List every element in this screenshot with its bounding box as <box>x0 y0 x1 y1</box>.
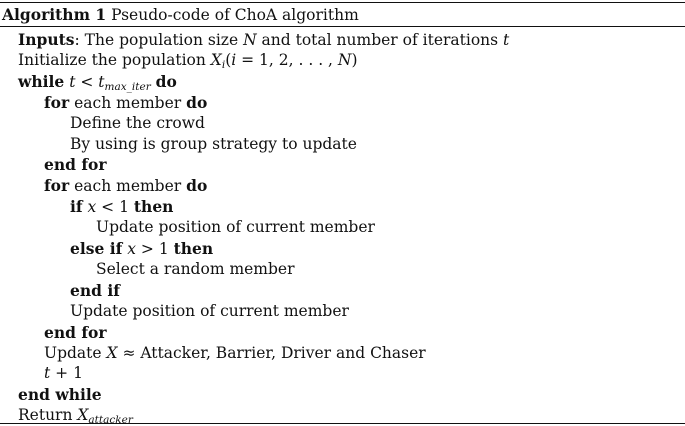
code-line <box>44 344 426 363</box>
code-line <box>44 323 107 343</box>
subscript: attacker <box>88 414 133 426</box>
code-text: By using is group strategy to update <box>70 134 357 153</box>
code-text: Update <box>44 343 107 362</box>
code-text: Update position of current member <box>70 301 349 320</box>
code-line <box>18 51 358 70</box>
code-line <box>44 155 107 175</box>
code-text: Define the crowd <box>70 113 205 132</box>
math-symbol: X <box>77 406 89 425</box>
math-symbol: i <box>231 50 237 69</box>
math-symbol: t <box>44 364 51 383</box>
caption-rule <box>0 26 685 27</box>
code-text: ( <box>225 50 232 69</box>
code-text: and total number of iterations <box>256 31 504 49</box>
keyword: while <box>18 71 65 91</box>
code-text: ≈ Attacker, Barrier, Driver and Chaser <box>117 343 426 362</box>
code-text: Initialize the population <box>18 50 211 69</box>
keyword: else if <box>70 239 123 258</box>
code-line <box>96 260 295 279</box>
keyword: end if <box>70 280 120 300</box>
math-symbol: t <box>98 72 105 91</box>
code-line <box>44 364 83 383</box>
keyword: then <box>133 197 174 217</box>
math-symbol: t <box>69 72 76 91</box>
algorithm-title: Pseudo-code of ChoA algorithm <box>111 6 359 24</box>
code-line <box>70 302 349 321</box>
keyword: Inputs <box>18 30 75 49</box>
code-line <box>18 30 509 50</box>
code-text: each member <box>69 177 187 196</box>
code-text: Return <box>18 406 78 425</box>
code-text: < <box>75 72 99 91</box>
algorithm-caption <box>2 5 359 25</box>
code-line <box>70 281 120 301</box>
keyword: if <box>70 197 83 217</box>
math-symbol: N <box>243 31 257 49</box>
code-text: < 1 <box>96 198 134 217</box>
keyword: do <box>155 71 177 91</box>
code-line <box>18 385 102 405</box>
code-line <box>70 197 173 217</box>
keyword: then <box>173 239 214 258</box>
code-text: > 1 <box>135 240 174 258</box>
subscript: max_iter <box>104 80 151 93</box>
code-text: Update position of current member <box>96 218 375 237</box>
math-symbol: x <box>127 240 136 258</box>
code-text: ) <box>351 50 358 69</box>
bottom-rule <box>0 423 685 424</box>
keyword: end for <box>44 155 107 175</box>
code-line <box>18 72 177 92</box>
code-text: Select a random member <box>96 259 295 278</box>
keyword: end while <box>18 385 102 405</box>
keyword: do <box>186 92 208 112</box>
math-symbol: N <box>337 50 352 69</box>
keyword: for <box>44 92 70 112</box>
code-text: : The population size <box>74 31 244 49</box>
code-line <box>44 93 207 113</box>
code-line <box>96 218 375 237</box>
keyword: for <box>44 176 70 196</box>
code-line <box>70 239 213 259</box>
math-symbol: X <box>106 343 118 362</box>
math-symbol: t <box>503 31 510 49</box>
code-line <box>70 135 357 154</box>
math-symbol: x <box>87 198 97 217</box>
subscript: i <box>221 58 226 71</box>
code-text: + 1 <box>50 364 83 383</box>
keyword: do <box>186 176 208 196</box>
top-rule <box>0 2 685 3</box>
algorithm-label: Algorithm 1 <box>2 5 107 24</box>
code-text: each member <box>69 93 187 112</box>
code-line <box>70 114 205 133</box>
keyword: end for <box>44 322 107 342</box>
math-symbol: X <box>210 50 222 69</box>
code-line <box>44 176 207 196</box>
code-text: = 1, 2, . . . , <box>236 50 338 69</box>
